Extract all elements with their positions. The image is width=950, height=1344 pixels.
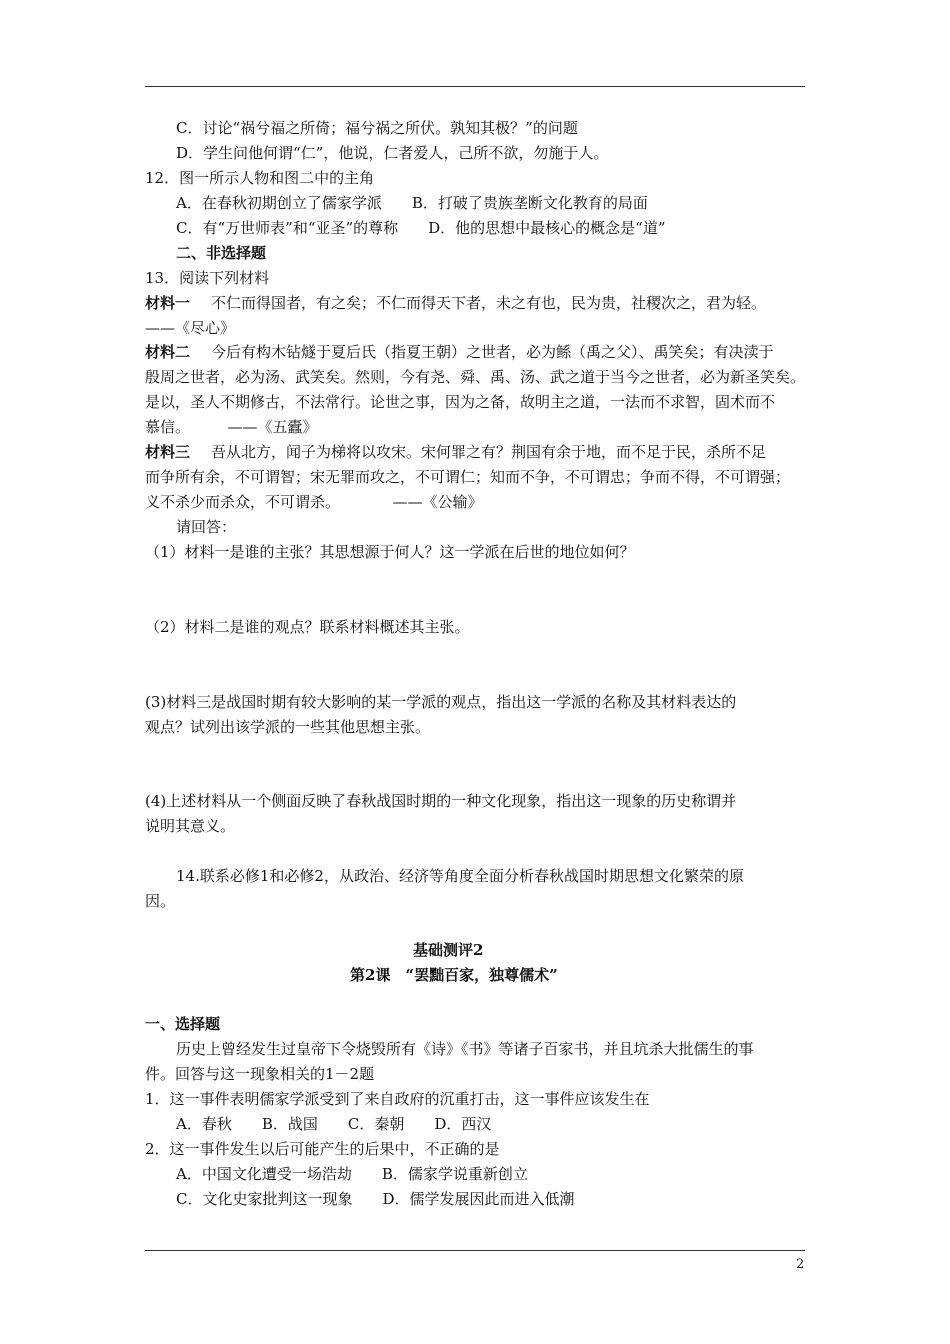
material-text: 今后有构木钻燧于夏后氏（指夏王朝）之世者，必为鲧（禹之父）、禹笑矣；有决渎于 — [211, 343, 774, 361]
material-label: 材料三 — [145, 443, 191, 461]
text-line: 请回答： — [176, 518, 237, 536]
text-line: 义不杀少而杀众，不可谓杀。 ——《公输》 — [145, 493, 483, 511]
text-line: （2）材料二是谁的观点？联系材料概述其主张。 — [145, 618, 470, 636]
text-line: 说明其意义。 — [145, 817, 236, 835]
text-line: A．在春秋初期创立了儒家学派 B．打破了贵族垄断文化教育的局面 — [176, 194, 648, 212]
text-line: 1．这一事件表明儒家学派受到了来自政府的沉重打击，这一事件应该发生在 — [145, 1090, 650, 1108]
text-line: 因。 — [145, 892, 176, 910]
text-line: （1）材料一是谁的主张？其思想源于何人？这一学派在后世的地位如何？ — [145, 543, 635, 561]
text-line: A．春秋 B．战国 C．秦朝 D．西汉 — [176, 1115, 492, 1133]
material-label: 材料二 — [145, 343, 191, 361]
text-line: 14.联系必修1和必修2，从政治、经济等角度全面分析春秋战国时期思想文化繁荣的原 — [176, 867, 744, 885]
text-line: (4)上述材料从一个侧面反映了春秋战国时期的一种文化现象，指出这一现象的历史称谓并 — [145, 792, 737, 810]
text-line: 12．图一所示人物和图二中的主角 — [145, 169, 375, 187]
text-line: 殷周之世者，必为汤、武笑矣。然则，今有尧、舜、禹、汤、武之道于当今之世者，必为新圣笑矣。 — [145, 368, 806, 386]
text-line: 是以，圣人不期修古，不法常行。论世之事，因为之备，故明主之道，一法而不求智，固术而不 — [145, 393, 776, 411]
text-line: C．有“万世师表”和“亚圣”的尊称 D．他的思想中最核心的概念是“道” — [176, 219, 666, 237]
text-line: A．中国文化遭受一场浩劫 B．儒家学说重新创立 — [176, 1165, 528, 1183]
text-line: ——《尽心》 — [145, 319, 236, 337]
text-line: 第2课 “罢黜百家，独尊儒术” — [350, 966, 558, 984]
text-line: C．讨论“祸兮福之所倚；福兮祸之所伏。孰知其极？”的问题 — [176, 119, 578, 137]
text-line: C．文化史家批判这一现象 D．儒学发展因此而进入低潮 — [176, 1190, 575, 1208]
material-text: 不仁而得国者，有之矣；不仁而得天下者，未之有也，民为贵，社稷次之，君为轻。 — [211, 294, 767, 312]
text-line: (3)材料三是战国时期有较大影响的某一学派的观点，指出这一学派的名称及其材料表达的 — [145, 693, 737, 711]
text-line: 13．阅读下列材料 — [145, 269, 270, 287]
material-text: 吾从北方，闻子为梯将以攻宋。宋何罪之有？荆国有余于地，而不足于民，杀所不足 — [211, 443, 767, 461]
material-label: 材料一 — [145, 294, 191, 312]
text-line: 历史上曾经发生过皇帝下令烧毁所有《诗》《书》等诸子百家书，并且坑杀大批儒生的事 — [176, 1040, 754, 1058]
footer-rule — [145, 1250, 805, 1251]
text-line: 基础测评2 — [413, 941, 484, 959]
header-rule — [145, 86, 805, 87]
text-line: 而争所有余，不可谓智；宋无罪而攻之，不可谓仁；知而不争，不可谓忠；争而不得，不可谓强； — [145, 468, 791, 486]
text-line: 2．这一事件发生以后可能产生的后果中，不正确的是 — [145, 1140, 500, 1158]
text-line: 观点？试列出该学派的一些其他思想主张。 — [145, 718, 431, 736]
text-line: D．学生问他何谓“仁”，他说，仁者爱人，己所不欲，勿施于人。 — [176, 144, 609, 162]
text-line: 件。回答与这一现象相关的1－2题 — [145, 1065, 375, 1083]
text-line: 一、选择题 — [145, 1015, 221, 1033]
text-line: 二、非选择题 — [176, 244, 267, 262]
page-number: 2 — [796, 1257, 805, 1272]
text-line: 慕信。 ——《五蠹》 — [145, 418, 318, 436]
